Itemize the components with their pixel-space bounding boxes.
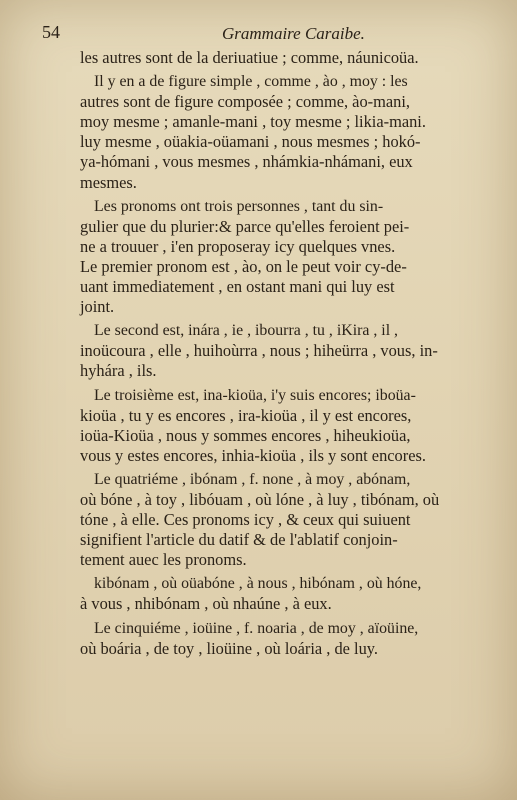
text-line: gulier que du plurier:& parce qu'elles feroient pei-: [80, 216, 410, 236]
text-line: tement auec les pronoms.: [80, 550, 247, 570]
text-line: Le second est, inára , ie , ibourra , tu , iKira , il ,: [94, 322, 399, 340]
paragraph-fourth-pronoun: [80, 470, 500, 570]
page-header: [42, 22, 482, 48]
paragraph-second-pronoun: [80, 321, 500, 381]
text-line: Il y en a de figure simple , comme , ào , moy : les: [94, 73, 408, 91]
text-line: ya-hómani , vous mesmes , nhámkia-nhámani, eux: [80, 152, 413, 172]
text-line: Les pronoms ont trois personnes , tant du sin-: [94, 197, 384, 215]
text-line: mesmes.: [80, 172, 137, 192]
paragraph-fifth-pronoun: [80, 619, 500, 659]
paragraph-plural-datives: [80, 574, 500, 614]
text-line: Le premier pronom est , ào, on le peut voir cy-de-: [80, 256, 407, 276]
text-line: tóne , à elle. Ces pronoms icy , & ceux qui suiuent: [80, 510, 411, 530]
text-line: Le troisième est, ina-kioüa, i'y suis encores; iboüa-: [94, 386, 416, 404]
text-line: ne a trouuer , i'en proposeray icy quelques vnes.: [80, 236, 396, 256]
text-line: les autres sont de la deriuatiue ; comme, náunicoüa.: [80, 48, 419, 67]
text-line: ioüa-Kioüa , nous y sommes encores , hiheukioüa,: [80, 425, 411, 445]
text-line: kibónam , où oüabóne , à nous , hibónam , où hóne,: [94, 575, 422, 593]
paragraph-third-pronoun: [80, 386, 500, 466]
text-line: moy mesme ; amanle-mani , toy mesme ; likia-mani.: [80, 112, 426, 132]
text-line: Le cinquiéme , ioüine , f. noaria , de moy , aïoüine,: [94, 619, 419, 637]
paragraph-three-persons: [80, 197, 500, 318]
text-line: où boária , de toy , lioüine , où loária , de luy.: [80, 638, 378, 658]
text-line: joint.: [80, 297, 115, 317]
text-line: kioüa , tu y es encores , ira-kioüa , il y est encores,: [80, 405, 412, 425]
text-line: hyhára , ils.: [80, 361, 157, 381]
paragraph-continuation: [80, 48, 500, 68]
page-number: 54: [42, 22, 60, 42]
text-line: luy mesme , oüakia-oüamani , nous mesmes ; hokó-: [80, 132, 421, 152]
text-line: inoücoura , elle , huihoùrra , nous ; hiheürra , vous, in-: [80, 341, 438, 361]
paragraph-simple-compound: [80, 72, 500, 193]
running-title: Grammaire Caraibe.: [222, 24, 365, 43]
text-line: où bóne , à toy , libóuam , où lóne , à luy , tibónam, où: [80, 489, 440, 509]
text-line: Le quatriéme , ibónam , f. none , à moy , abónam,: [94, 470, 411, 488]
text-line: à vous , nhibónam , où nhaúne , à eux.: [80, 594, 332, 614]
text-line: uant immediatement , en ostant mani qui luy est: [80, 277, 395, 297]
text-line: vous y estes encores, inhia-kioüa , ils y sont encores.: [80, 445, 426, 465]
text-line: signifient l'article du datif & de l'ablatif conjoin-: [80, 530, 398, 550]
text-line: autres sont de figure composée ; comme, ào-mani,: [80, 92, 410, 112]
body-text: [80, 48, 500, 659]
